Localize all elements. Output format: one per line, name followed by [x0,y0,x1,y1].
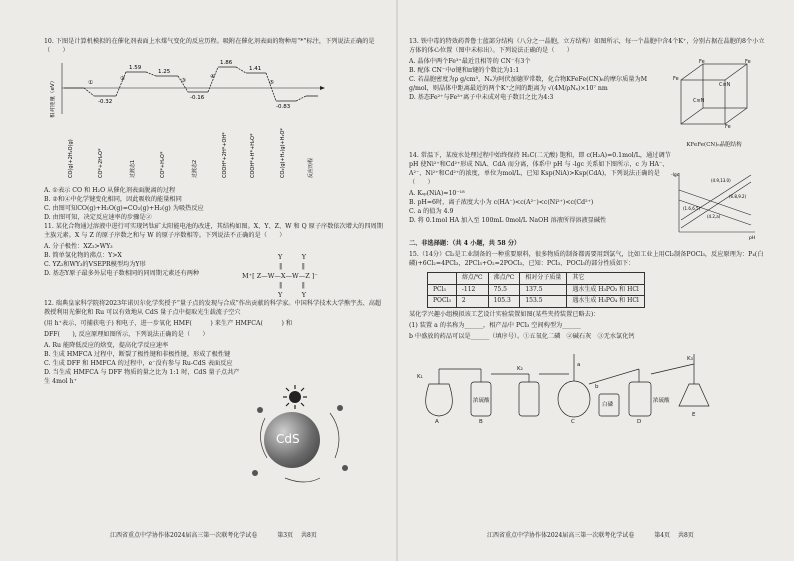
svg-text:Fe: Fe [699,58,705,65]
apparatus-diagram [409,344,739,424]
apparatus-label: B [479,418,483,424]
table-header-cell: 其它 [567,272,644,284]
q14-option-d: D. 将 0.1mol HA 加入至 100mL 0mol/L NaOH 溶液所得溶液显碱性 [409,216,607,224]
energy-x-label: 反应历程 [308,157,314,178]
energy-x-label: COOH*+H*+H₂O* [250,133,256,178]
q15-stem: 15.（14分）Cl₂是工业制备的一种重要原料，很多物质的制备都需要用到氯气，比如工业上用Cl₂制备POCl₃，反应原理为：P₄(白磷)+6Cl₂=4PCl₃，2PCl₃+O₂=2POCl₃，已知：PCl₃、POCl₃的部分性质如下： [409,250,764,267]
crystal-structure [669,58,759,138]
apparatus-label: C [571,418,575,424]
svg-text:Fe: Fe [725,123,731,130]
energy-x-label: CO₂(g)+H₂(g)+H₂O* [280,128,286,178]
q10-stem: 10. 下图是计算机模拟的在催化剂表面上水煤气变化的反应历程。吸附在催化剂表面的物种用“*”标注，下列说法正确的是（ ） [44,38,375,54]
energy-x-label: CO(g)+2H₂O(g) [68,139,74,178]
q13-option-b: B. 配体 CN⁻中σ键和π键的个数比为1:1 [409,66,520,74]
apparatus-text: K₂ [517,365,523,372]
q13-option-c: C. 若晶胞密度为ρ g/cm³，Nₐ为阿伏加德罗常数，化合物KFeFe(CN)₆的摩尔质量为M g/mol，则晶体中距离最近的两个K⁺之间的距离为 √(4M/ρNₐ)×10⁷ nm [409,75,648,92]
q13-option-a: A. 晶体中两个Fe³⁺最近且相等的 CN⁻有3个 [409,57,531,65]
q12-stem: 12. 瑞典皇家科学院将2023年诺贝尔化学奖授予“量子点的发现与合成”作出贡献的科学家。中国科学技术大学熊宇杰、高超教授利用光催化和 Ru 可以有效地从 CdS 量子点中提取光生载流子空穴 [44,299,382,316]
table-cell: 2 [456,296,488,308]
right-page-number: 第4页 [654,532,671,540]
properties-table [427,272,645,308]
svg-text:Fe: Fe [673,75,679,82]
energy-value: 1.86 [220,59,233,66]
right-footer-title: 江西省重点中学协作体2024届高三第一次联考化学试卷 [487,532,635,540]
right-page [397,0,794,561]
graph-ylabel: -lgc [671,172,680,178]
right-footer [487,532,694,541]
energy-value: 1.25 [158,68,171,75]
q11-option-a: A. 分子极性：XZ₃>WY₃ [44,242,113,250]
table-cell: 遇水生成 H₃PO₃ 和 HCl [567,284,644,296]
table-cell: PCl₃ [428,284,457,296]
energy-x-label: 过渡态2 [192,159,198,178]
apparatus-label: E [692,411,696,418]
q13-stem: 13. 铁中毒的特效药普鲁士蓝部分结构（八分之一晶胞，立方结构）如图所示，每一个晶胞中含4个K⁺，分别占据在晶胞的8个小立方体的体心位置（图中未标出）。下列说法正确的是（ ） [409,38,765,54]
q13-option-d: D. 基态Fe²⁺与Fe³⁺离子中未成对电子数目之比为4:3 [409,93,554,101]
energy-value: -0.83 [276,103,291,110]
q10-option-d: D. 由图可知，决定反应速率的步骤是② [44,213,152,221]
energy-value: -0.32 [98,98,113,105]
table-cell: POCl₃ [428,296,457,308]
step-3: ③ [181,77,186,84]
apparatus-text: K₁ [417,373,423,380]
left-footer-title: 江西省重点中学协作体2024届高三第一次联考化学试卷 [110,532,258,540]
table-header-cell: 相对分子质量 [520,272,567,284]
table-cell: 75.5 [488,284,520,296]
graph-xlabel: pH [749,235,756,240]
step-2: ② [120,75,125,82]
table-cell: 137.5 [520,284,567,296]
table-cell: -112 [456,284,488,296]
svg-text:C≡N: C≡N [719,81,731,88]
q11-formula: M⁺[ Z—W—X—W—Z ]⁻ [242,271,318,280]
apparatus-text: 浓硫酸 [473,397,490,404]
table-cell: 153.5 [520,296,567,308]
energy-x-labels [68,128,314,178]
graph-point-label: (1.6,6.5) [683,205,701,211]
svg-text:C≡N: C≡N [693,97,705,104]
apparatus-text: a [577,361,581,368]
q14-option-c: C. a 的值为 4.9 [409,207,454,215]
table-header-cell: 熔点/℃ [456,272,488,284]
table-row [428,296,645,308]
table-row [428,284,645,296]
apparatus-text: K₃ [687,355,693,362]
graph-point-label: (6.8,9.2) [729,193,747,199]
apparatus-label: D [637,418,642,424]
graph-point-label: (4.2,a) [707,213,721,219]
section-2-title: 二、非选择题：（共 4 小题，共 58 分） [409,239,521,247]
q15-part-2: b 中盛放的药品可以是______（填序号）。①五氧化二磷 ②碱石灰 ③无水氯化钙 [409,332,635,340]
apparatus-label: A [435,418,439,424]
table-header-cell [428,272,457,284]
left-footer [110,532,317,541]
table-header-row [428,272,645,284]
energy-ylabel: 相对能量（eV） [50,77,56,118]
q12-stem-3: DFF( ), 反应原理如图所示，下列说法正确的是（ ） [44,330,209,338]
crystal-caption: KFeFe(CN)₆晶胞结构 [686,141,742,148]
q15-intro: 某化学兴趣小组模拟该工艺设计实验装置如图(某些夹持装置已略去)： [409,310,600,318]
q10-option-b: B. ②和④中化学键变化相同，因此吸收的能量相同 [44,195,182,203]
reaction-arrows [245,398,355,488]
energy-x-label: CO*+H₂O* [160,151,166,178]
q14-option-b: B. pH=6时，离子浓度大小为 c(HA⁻)<c(A²⁻)<c(Ni²⁺)<c(Cd²⁺) [409,198,594,206]
step-markers [88,74,274,86]
q11-structure: Y Y ‖ ‖ M⁺[ Z—W—X—W—Z ]⁻ ‖ ‖ Y Y [234,243,342,300]
left-total-pages: 共8页 [300,532,317,540]
q12-stem-2: (用 h⁺表示，可捕获电子) 和电子，进一步氧化 HMF( ) 来生产 HMFCA( ) 和 [44,319,293,327]
step-4: ④ [210,73,215,80]
apparatus-text: 浓硫酸 [653,397,670,404]
apparatus-text: 白磷 [602,401,614,408]
table-cell: 遇水生成 H₃PO₄ 和 HCl [567,296,644,308]
energy-diagram [50,58,350,183]
q12-option-d: D. 当生成 HMFCA 与 DFF 物质的量之比为 1:1 时，CdS 量子点共产生 4mol h⁺ [44,368,240,385]
apparatus-text: b [595,383,599,390]
table-header-cell: 沸点/℃ [488,272,520,284]
left-page-number: 第3页 [277,532,294,540]
ph-graph [671,170,759,240]
cds-label: CdS [276,432,300,446]
q12-option-c: C. 生成 DFF 和 HMFCA 的过程中，e⁻没有参与 Ru-CdS 表面反应 [44,359,233,367]
energy-value: 1.41 [249,65,262,72]
energy-x-label: 过渡态1 [130,159,136,178]
q14-option-a: A. Kₛₚ(NiA)=10⁻¹⁸ [409,189,465,197]
step-5: ⑤ [269,79,274,86]
q11-stem: 11. 某化合物通过溶液中进行可实现钙钛矿太阳能电池的改进，其结构如图。X、Y、Z、W 和 Q 原子序数依次增大的四周期主族元素。X 与 Z 的原子序数之和与 W 的原子序数相等。下列说法不正确的是（ ） [44,222,383,239]
q11-option-d: D. 基态Y原子最多外层电子数相同的同周期元素还有两种 [44,269,200,277]
right-total-pages: 共8页 [677,532,694,540]
energy-x-label: COOH*+2H*+OH* [222,132,228,178]
q14-stem: 14. 常温下，某废水处理过程中始终保持 H₂C(二元酸) 饱和，即 c(H₂A)=0.1mol/L，通过调节 pH 使Ni²⁺和Cd²⁺形成 NiA、CdA 而分离，体系中 pH 与 -lgc 关系如下图所示，c 为 HA⁻、A²⁻、Ni²⁺和Cd²⁺的浓度，单位为mol/L，已知 Ksp(NiA)>Ksp(CdA)，下列说法正确的是（ ） [409,151,671,186]
q11-option-b: B. 简单氢化物的沸点：Y>X [44,251,122,259]
energy-value: 1.59 [129,64,142,71]
energy-value: -0.16 [190,94,205,101]
table-cell: 105.3 [488,296,520,308]
step-1: ① [88,79,93,86]
q11-option-c: C. YZ₂和WY₃的VSEPR模型均为Y形 [44,260,146,268]
graph-point-label: (4.9,13.0) [711,177,731,183]
energy-x-label: CO*+2H₂O* [98,148,104,178]
q12-option-b: B. 生成 HMFCA 过程中，断裂了极性键和非极性键，形成了极性键 [44,350,231,358]
q10-option-c: C. 由图可知CO(g)+H₂O(g)=CO₂(g)+H₂(g) 为吸热反应 [44,204,204,212]
q12-option-a: A. Ru 能降低反应的焓变，提高化学反应速率 [44,341,169,349]
q10-option-a: A. ①表示 CO 和 H₂O 从催化剂表面脱离的过程 [44,186,176,194]
svg-text:Fe: Fe [745,58,751,65]
q15-part-1: (1) 装置 a 的名称为______，相产品中 PCl₃ 空间构型为______ [409,321,581,329]
